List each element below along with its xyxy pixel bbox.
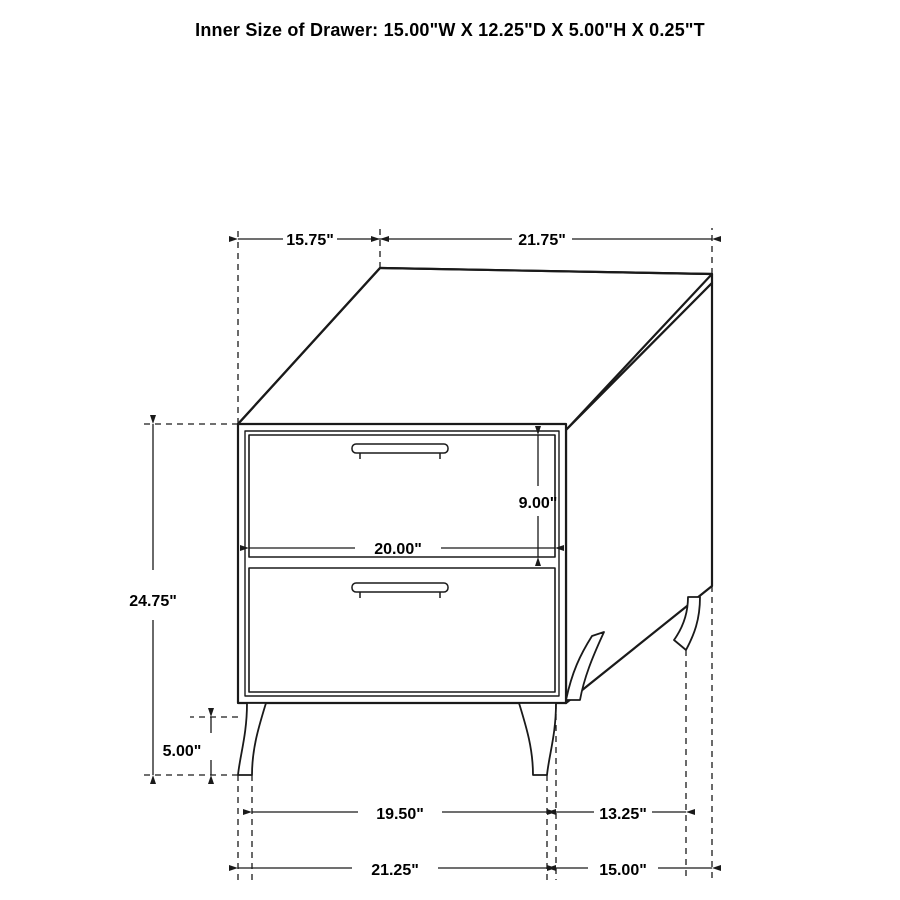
dim-label-base-front: 19.50" bbox=[376, 806, 424, 823]
dim-label-drawer-width: 20.00" bbox=[374, 541, 422, 558]
page-title: Inner Size of Drawer: 15.00"W X 12.25"D X 5.00"H X 0.25"T bbox=[195, 20, 705, 40]
dim-label-leg-height: 5.00" bbox=[162, 743, 202, 760]
dim-label-top-left: 15.75" bbox=[286, 232, 334, 249]
dim-label-top-right: 21.75" bbox=[518, 232, 566, 249]
dim-label-overall-front: 21.25" bbox=[371, 862, 419, 879]
dim-label-drawer-height: 9.00" bbox=[518, 495, 558, 512]
dim-label-cabinet-height: 24.75" bbox=[129, 593, 177, 610]
dim-label-base-side: 13.25" bbox=[599, 806, 647, 823]
leg-front-left bbox=[238, 703, 266, 775]
leg-front-right bbox=[519, 703, 556, 775]
dim-label-overall-side: 15.00" bbox=[599, 862, 647, 879]
nightstand-body bbox=[238, 268, 712, 775]
